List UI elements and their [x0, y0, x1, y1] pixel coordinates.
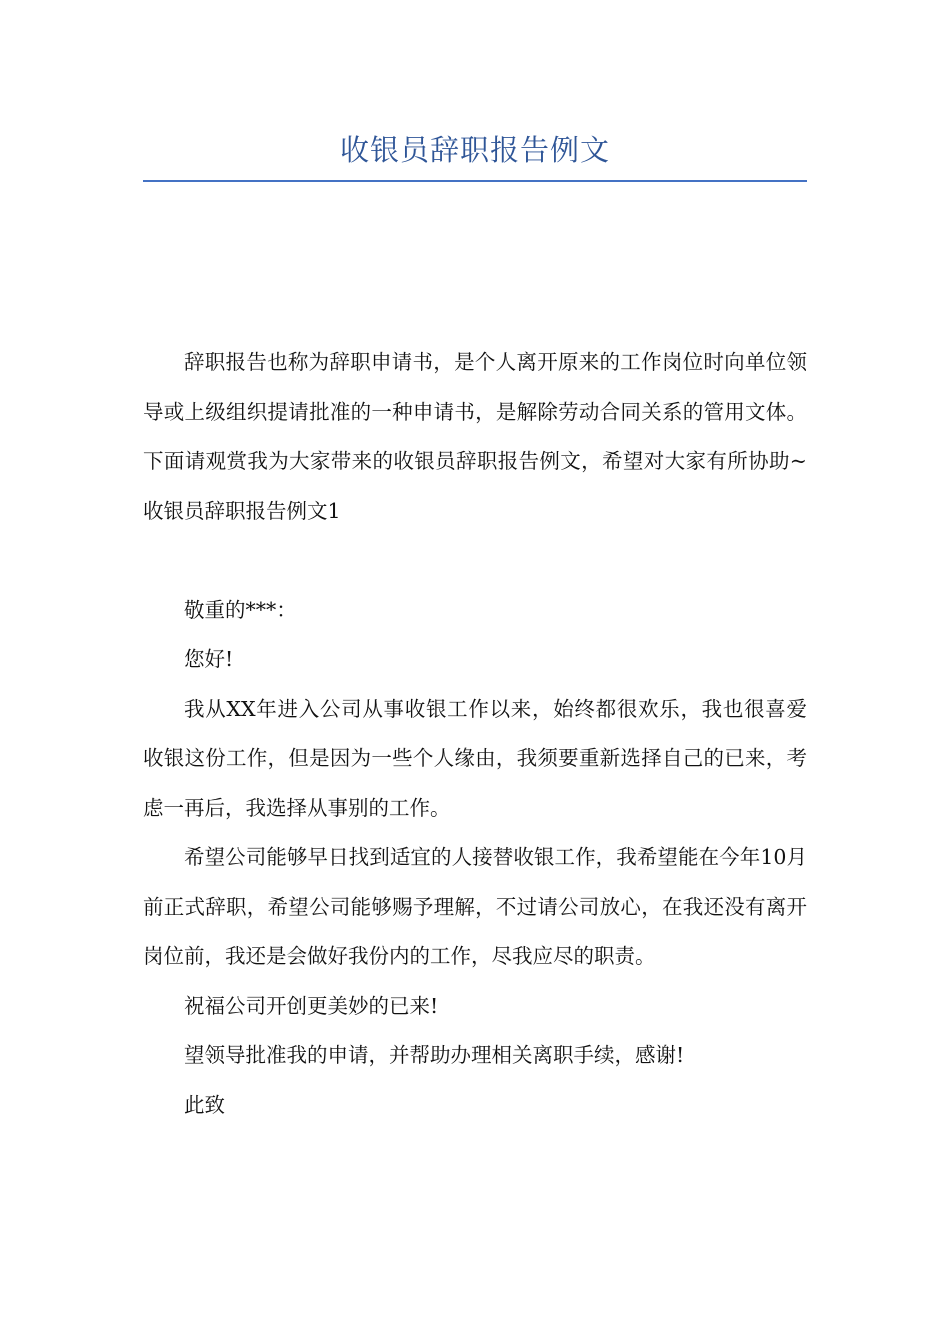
salutation: 敬重的***： — [184, 597, 297, 622]
intro-paragraph: 辞职报告也称为辞职申请书，是个人离开原来的工作岗位时向单位领导或上级组织提请批准的一种申请书，是解除劳动合同关系的管用文体。下面请观赏我为大家带来的收银员辞职报告例文，希望对大家有所协助~收银员辞职报告例文1 — [143, 350, 807, 523]
request-line: 望领导批准我的申请，并帮助办理相关离职手续，感谢! — [184, 1043, 685, 1067]
body-paragraph-2: 希望公司能够早日找到适宜的人接替收银工作，我希望能在今年10月前正式辞职，希望公司能够赐予理解，不过请公司放心，在我还没有离开岗位前，我还是会做好我份内的工作，尽我应尽的职责。 — [143, 845, 807, 968]
body-paragraph-1: 我从XX年进入公司从事收银工作以来，始终都很欢乐，我也很喜爱收银这份工作，但是因为一些个人缘由，我须要重新选择自己的已来，考虑一再后，我选择从事别的工作。 — [143, 696, 807, 820]
greeting: 您好! — [184, 647, 234, 671]
title-underline — [143, 180, 807, 182]
closing-line: 此致 — [184, 1092, 225, 1117]
wish-line: 祝福公司开创更美妙的已来! — [184, 993, 439, 1018]
document-title: 收银员辞职报告例文 — [339, 133, 610, 167]
document-body — [143, 338, 807, 1130]
paragraph-gap — [143, 536, 807, 586]
